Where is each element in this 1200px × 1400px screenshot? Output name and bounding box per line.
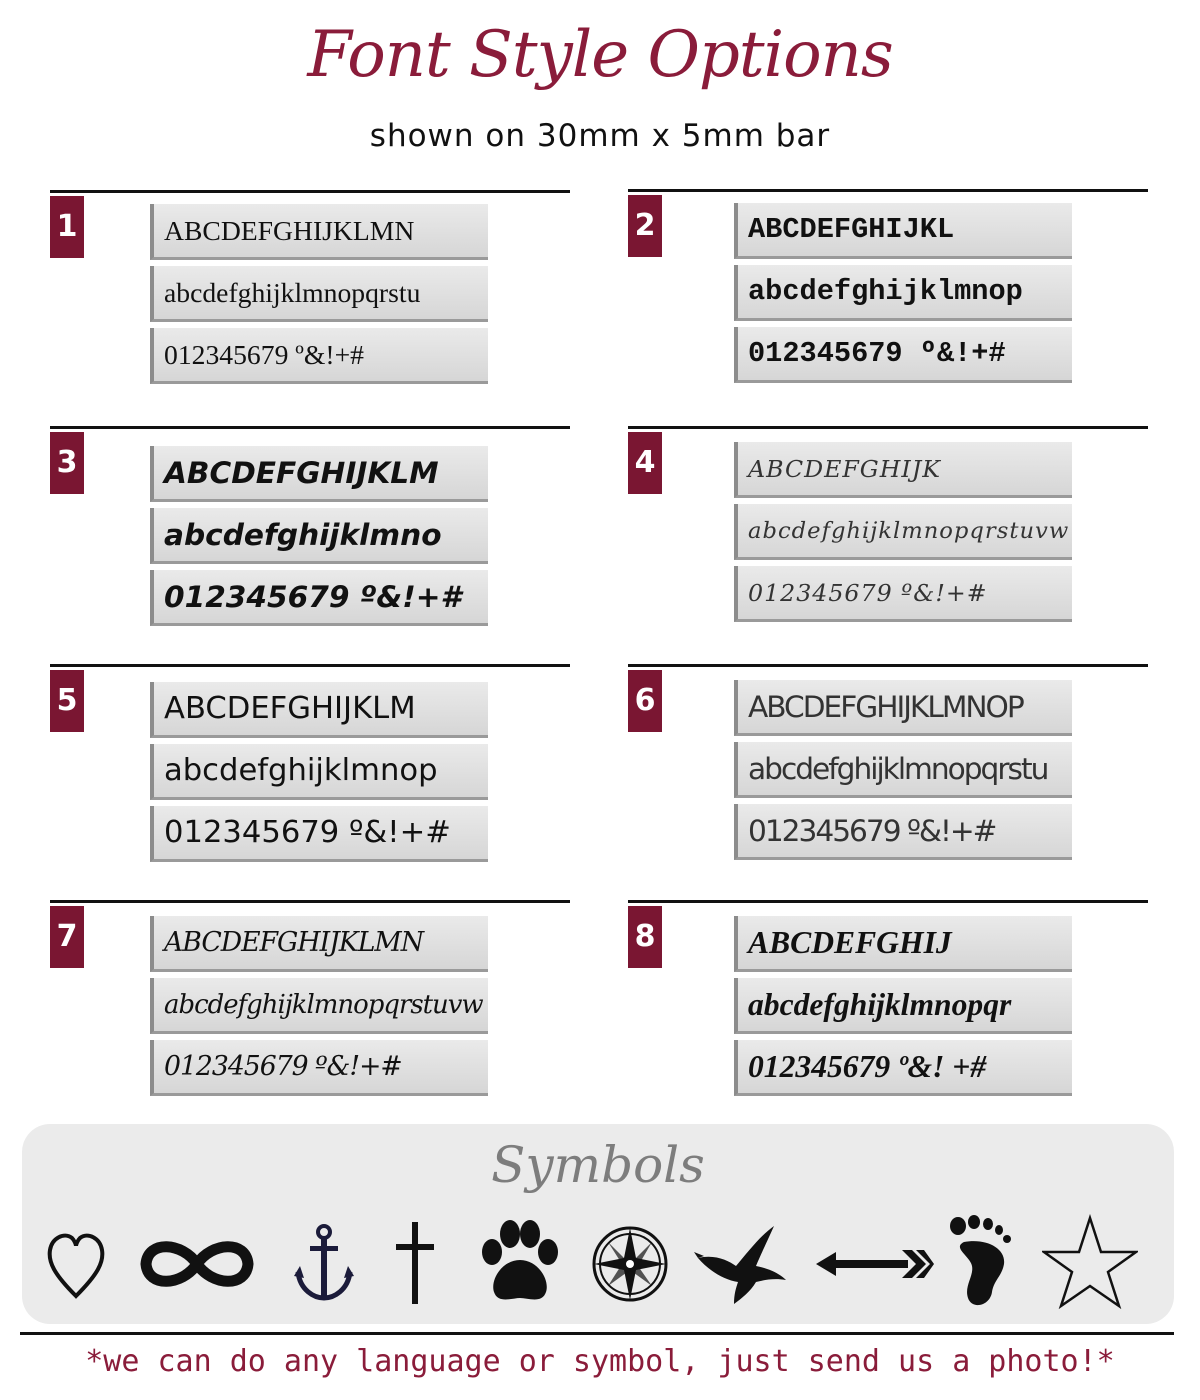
option-number-badge: 6 [628,670,662,732]
compass-rose-icon [590,1214,670,1314]
sample-bar-uppercase: ABCDEFGHIJKLMNOP [734,680,1072,736]
section-divider [628,900,1148,903]
arrow-icon [816,1214,934,1314]
sample-bar-uppercase: ABCDEFGHIJKLM [150,682,488,738]
sample-bar-lowercase: abcdefghijklmnop [734,265,1072,321]
star-icon [1042,1214,1138,1314]
sample-bar-uppercase: ABCDEFGHIJKL [734,203,1072,259]
font-option-2 [628,189,1148,389]
sample-bar-uppercase: ABCDEFGHIJ [734,916,1072,972]
anchor-icon [292,1214,356,1314]
footprint-icon [942,1214,1022,1314]
paw-print-icon [472,1214,568,1314]
sample-bar-digits: 012345679 º&!+# [150,570,488,626]
sample-bar-uppercase: ABCDEFGHIJK [734,442,1072,498]
option-number-badge: 1 [50,196,84,258]
section-divider [50,190,570,193]
font-option-5 [50,664,570,864]
cross-icon [390,1214,440,1314]
option-number-badge: 7 [50,906,84,968]
sample-bar-lowercase: abcdefghijklmnopqrstu [150,266,488,322]
section-divider [628,426,1148,429]
sample-bar-digits: 012345679 º&!+# [734,327,1072,383]
sample-bar-digits: 012345679 º&! +# [734,1040,1072,1096]
sample-bar-lowercase: abcdefghijklmnopqrstuvw [734,504,1072,560]
section-divider [50,664,570,667]
sample-bar-uppercase: ABCDEFGHIJKLM [150,446,488,502]
font-option-7 [50,900,570,1100]
sample-bar-digits: 012345679 º&!+# [150,328,488,384]
option-number-badge: 3 [50,432,84,494]
sample-bar-digits: 012345679 º&!+# [734,566,1072,622]
section-divider [628,189,1148,192]
font-option-8 [628,900,1148,1100]
font-option-3 [50,426,570,626]
heart-icon [44,1214,108,1314]
footer-divider [20,1332,1174,1335]
sample-bar-digits: 012345679 º&!+# [150,1040,488,1096]
font-option-4 [628,426,1148,626]
sample-bar-lowercase: abcdefghijklmnopqrstuvw [150,978,488,1034]
sample-bar-lowercase: abcdefghijklmno [150,508,488,564]
page-title: Font Style Options [307,18,893,92]
sample-bar-lowercase: abcdefghijklmnopqrstu [734,742,1072,798]
sample-bar-uppercase: ABCDEFGHIJKLMN [150,204,488,260]
symbols-title: Symbols [491,1136,705,1194]
section-divider [50,426,570,429]
sample-bar-digits: 012345679 º&!+# [734,804,1072,860]
section-divider [628,664,1148,667]
sample-bar-uppercase: ABCDEFGHIJKLMN [150,916,488,972]
page-subtitle: shown on 30mm x 5mm bar [369,118,831,154]
font-option-1 [50,190,570,390]
section-divider [50,900,570,903]
option-number-badge: 2 [628,195,662,257]
footer-note: *we can do any language or symbol, just send us a photo!* [85,1344,1115,1379]
sample-bar-lowercase: abcdefghijklmnop [150,744,488,800]
infinity-icon [134,1214,260,1314]
font-option-6 [628,664,1148,864]
option-number-badge: 5 [50,670,84,732]
swallow-icon [694,1214,790,1314]
sample-bar-digits: 012345679 º&!+# [150,806,488,862]
option-number-badge: 4 [628,432,662,494]
sample-bar-lowercase: abcdefghijklmnopqr [734,978,1072,1034]
option-number-badge: 8 [628,906,662,968]
symbols-panel [22,1124,1174,1324]
